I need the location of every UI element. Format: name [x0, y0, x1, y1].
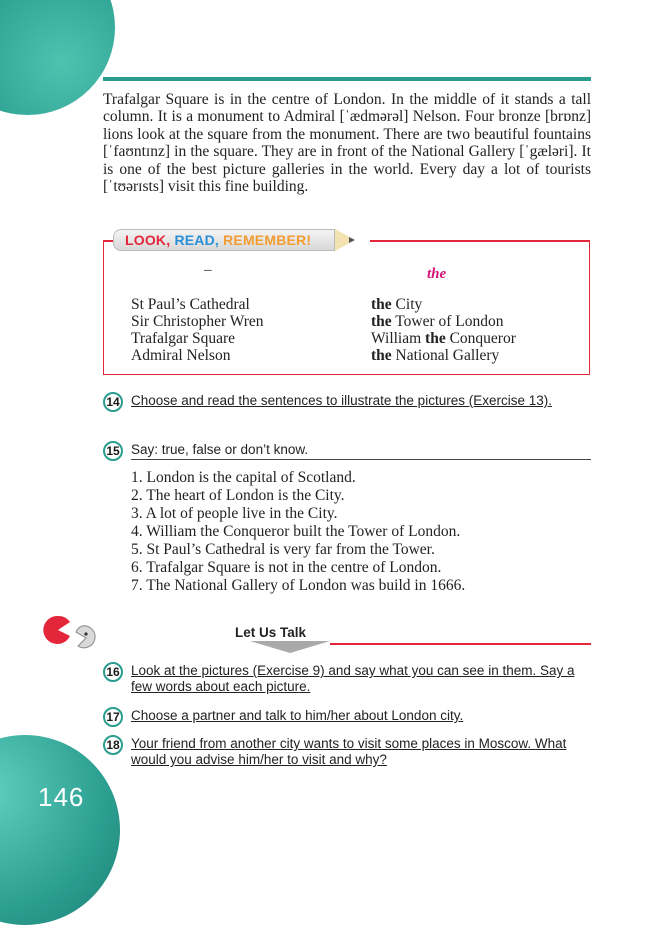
exercise-14: [103, 393, 591, 410]
the-article-header: the: [427, 266, 447, 282]
pencil-label-text: [125, 232, 311, 248]
section-arrow-icon: [250, 641, 330, 653]
exercise-instruction: Your friend from another city wants to visit some places in Moscow. What would you advise him/her to visit and why?: [131, 736, 567, 767]
pencil-lead: [349, 237, 355, 243]
exercise-number-badge: 18: [103, 735, 123, 755]
pacman-eye: [84, 632, 87, 635]
label-read: READ,: [174, 232, 219, 248]
label-look: LOOK,: [125, 232, 171, 248]
pencil-label: [113, 229, 355, 251]
exercise-instruction: Choose and read the sentences to illustrate the pictures (Exercise 13).: [131, 393, 552, 408]
exercise-instruction: Look at the pictures (Exercise 9) and say what you can see in them. Say a few words about each picture.: [131, 663, 575, 694]
list-item: Trafalgar Square: [131, 330, 236, 347]
list-item: St Paul’s Cathedral: [131, 296, 250, 313]
page-number: 146: [38, 782, 85, 812]
the-article-list: [371, 296, 516, 364]
exercise-number-badge: 15: [103, 441, 123, 461]
no-article-marker: –: [204, 262, 212, 278]
corner-decoration-top: [0, 0, 115, 115]
exercise-number-badge: 14: [103, 392, 123, 412]
list-item: the City: [371, 296, 423, 313]
list-item: Admiral Nelson: [131, 347, 231, 364]
list-item: 7. The National Gallery of London was build in 1666.: [131, 577, 466, 594]
grey-pacman-shape: [76, 626, 95, 648]
red-pacman-shape: [43, 616, 70, 644]
list-item: 2. The heart of London is the City.: [131, 487, 345, 504]
exercise-instruction: Choose a partner and talk to him/her about London city.: [131, 708, 464, 723]
true-false-list: [131, 469, 465, 595]
section-rule: [330, 643, 591, 645]
box-top-border-right: [370, 240, 590, 242]
top-rule: [103, 77, 591, 81]
list-item: 6. Trafalgar Square is not in the centre of London.: [131, 559, 442, 576]
corner-decoration-bottom: [0, 735, 120, 925]
list-item: 3. A lot of people live in the City.: [131, 505, 338, 522]
list-item: 5. St Paul’s Cathedral is very far from the Tower.: [131, 541, 435, 558]
list-item: Sir Christopher Wren: [131, 313, 264, 330]
no-article-list: [131, 296, 264, 364]
list-item: William the Conqueror: [371, 330, 516, 347]
exercise-number-badge: 17: [103, 707, 123, 727]
exercise-16: [103, 663, 591, 696]
intro-paragraph: Trafalgar Square is in the centre of London. In the middle of it stands a tall column. It is a monument to Admiral [ˈædmərəl] Nelson. Four bronze [brɒnz] lions look at the square from the monument. There are two beautiful fountains [ˈfaʊntɪnz] in the square. They are in front of the National Gallery [ˈgæləri]. It is one of the best picture galleries in the world. Every day a lot of tourists [ˈtʊərɪsts] visit this fine building.: [103, 91, 591, 196]
list-item: the National Gallery: [371, 347, 500, 364]
list-item: 1. London is the capital of Scotland.: [131, 469, 356, 486]
exercise-instruction: Say: true, false or don’t know.: [131, 442, 591, 460]
exercise-18: [103, 736, 591, 769]
pacman-icon: [42, 614, 98, 652]
exercise-15: [103, 442, 591, 460]
exercise-number-badge: 16: [103, 662, 123, 682]
list-item: 4. William the Conqueror built the Tower of London.: [131, 523, 461, 540]
section-title: Let Us Talk: [235, 625, 307, 640]
list-item: the Tower of London: [371, 313, 504, 330]
label-remember: REMEMBER!: [223, 232, 312, 248]
intro-text-block: [103, 91, 591, 195]
exercise-17: [103, 708, 591, 725]
